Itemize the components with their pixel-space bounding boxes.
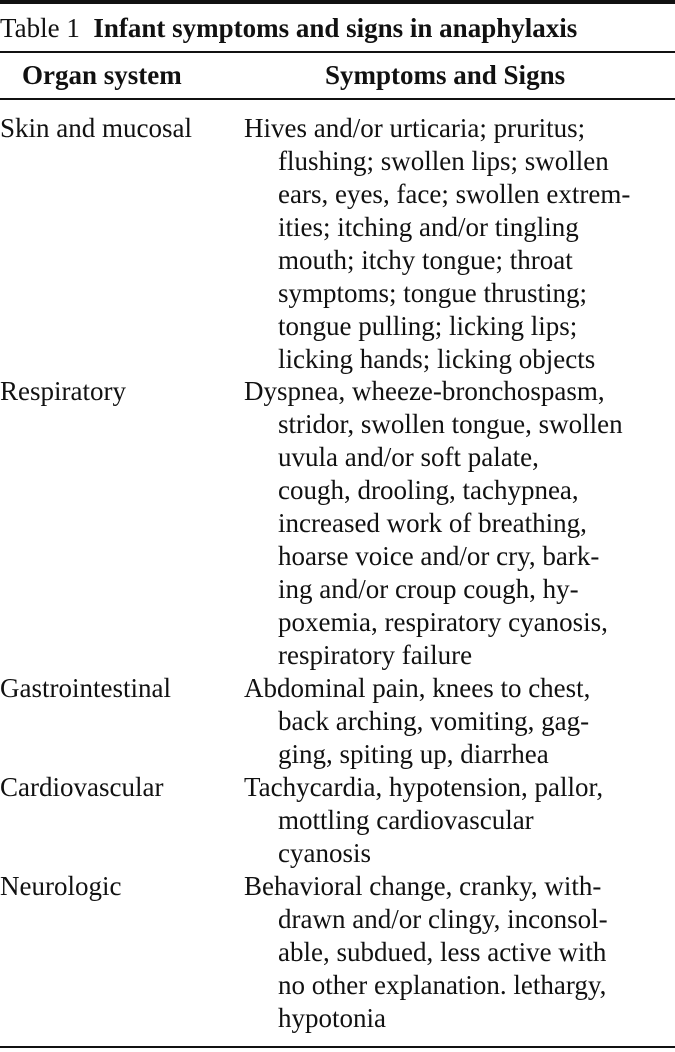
symptom-line: mouth; itchy tongue; throat — [278, 245, 573, 275]
symptoms-cell — [244, 672, 590, 771]
symptom-line: flushing; swollen lips; swollen — [278, 146, 609, 176]
organ-system-cell: Respiratory — [0, 376, 126, 406]
symptoms-cell — [244, 870, 608, 1035]
symptom-line: ears, eyes, face; swollen extrem- — [278, 179, 631, 209]
symptom-line: Tachycardia, hypotension, pallor, — [244, 772, 604, 802]
symptom-line: licking hands; licking objects — [278, 344, 596, 374]
rule-header — [0, 51, 675, 53]
symptom-line: cyanosis — [278, 838, 371, 868]
symptom-line: no other explanation. lethargy, — [278, 970, 607, 1000]
symptom-line: Hives and/or urticaria; pruritus; — [244, 113, 586, 143]
symptom-line: increased work of breathing, — [278, 508, 587, 538]
symptom-line: stridor, swollen tongue, swollen — [278, 409, 623, 439]
header-symptoms-signs: Symptoms and Signs — [325, 60, 566, 90]
symptom-line: cough, drooling, tachypnea, — [278, 475, 579, 505]
symptom-line: back arching, vomiting, gag- — [278, 706, 590, 736]
symptom-line: Abdominal pain, knees to chest, — [244, 673, 591, 703]
organ-system-cell: Gastrointestinal — [0, 673, 171, 703]
symptom-line: Dyspnea, wheeze-bronchospasm, — [244, 376, 605, 406]
organ-system-cell: Skin and mucosal — [0, 113, 192, 143]
symptom-line: poxemia, respiratory cyanosis, — [278, 607, 608, 637]
symptom-line: mottling cardiovascular — [278, 805, 534, 835]
rule-bottom — [0, 1046, 675, 1048]
header-organ-system: Organ system — [22, 60, 182, 90]
symptom-line: ities; itching and/or tingling — [278, 212, 579, 242]
rule-top — [0, 0, 675, 4]
table-caption — [0, 8, 577, 48]
symptoms-cell — [244, 375, 623, 672]
caption-title: Infant symptoms and signs in anaphylaxis — [93, 13, 578, 43]
symptom-line: tongue pulling; licking lips; — [278, 311, 578, 341]
symptom-line: drawn and/or clingy, inconsol- — [278, 904, 608, 934]
symptom-line: ing and/or croup cough, hy- — [278, 574, 579, 604]
symptom-line: symptoms; tongue thrusting; — [278, 278, 588, 308]
rule-mid — [0, 98, 675, 100]
symptom-line: able, subdued, less active with — [278, 937, 607, 967]
symptom-line: hoarse voice and/or cry, bark- — [278, 541, 600, 571]
organ-system-cell: Neurologic — [0, 871, 122, 901]
symptom-line: respiratory failure — [278, 640, 473, 670]
symptom-line: hypotonia — [278, 1003, 386, 1033]
symptom-line: uvula and/or soft palate, — [278, 442, 539, 472]
caption-number: Table 1 — [0, 13, 80, 43]
symptoms-cell — [244, 112, 630, 376]
symptoms-cell — [244, 771, 603, 870]
symptom-line: ging, spiting up, diarrhea — [278, 739, 549, 769]
organ-system-cell: Cardiovascular — [0, 772, 164, 802]
symptom-line: Behavioral change, cranky, with- — [244, 871, 602, 901]
